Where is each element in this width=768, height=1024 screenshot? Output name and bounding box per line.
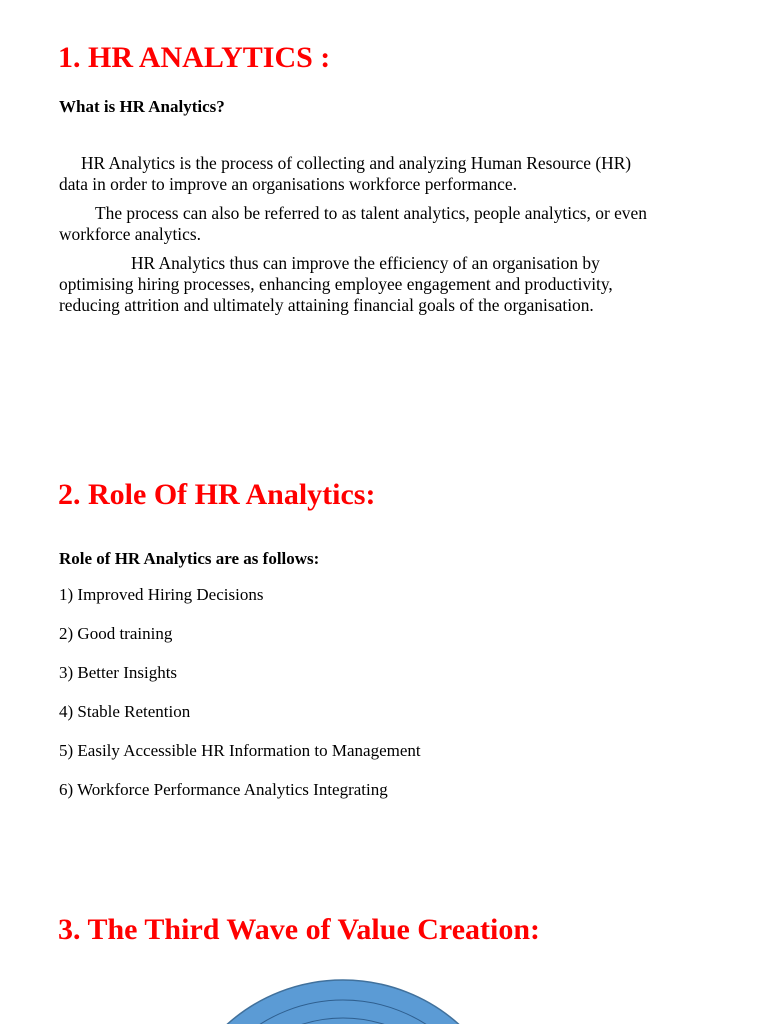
paragraph-text: HR Analytics thus can improve the efficiency of an organisation by bbox=[131, 253, 600, 273]
paragraph-text: The process can also be referred to as talent analytics, people analytics, or even bbox=[95, 203, 647, 223]
paragraph-line: data in order to improve an organisations workforce performance. bbox=[59, 174, 517, 194]
section1-paragraph-1 bbox=[59, 153, 759, 195]
list-item: 5) Easily Accessible HR Information to Management bbox=[59, 741, 421, 760]
list-item: 2) Good training bbox=[59, 624, 173, 643]
paragraph-line: optimising hiring processes, enhancing employee engagement and productivity, bbox=[59, 274, 613, 294]
paragraph-line bbox=[59, 253, 759, 274]
paragraph-line: reducing attrition and ultimately attaining financial goals of the organisation. bbox=[59, 295, 594, 315]
section3-heading: 3. The Third Wave of Value Creation: bbox=[58, 913, 541, 946]
list-item: 3) Better Insights bbox=[59, 663, 178, 682]
paragraph-line bbox=[59, 153, 759, 174]
section1-question: What is HR Analytics? bbox=[59, 97, 225, 116]
paragraph-line bbox=[59, 203, 759, 224]
section2-heading: 2. Role Of HR Analytics: bbox=[58, 478, 376, 511]
paragraph-line: workforce analytics. bbox=[59, 224, 201, 244]
list-item: 1) Improved Hiring Decisions bbox=[59, 585, 264, 604]
section1-paragraph-3 bbox=[59, 253, 759, 316]
list-item: 4) Stable Retention bbox=[59, 702, 191, 721]
section2-intro: Role of HR Analytics are as follows: bbox=[59, 549, 320, 568]
section1-heading: 1. HR ANALYTICS : bbox=[58, 41, 331, 74]
paragraph-text: HR Analytics is the process of collecting and analyzing Human Resource (HR) bbox=[81, 153, 632, 173]
diagram-outer-circle bbox=[171, 980, 515, 1024]
list-item: 6) Workforce Performance Analytics Integrating bbox=[59, 780, 388, 799]
section1-paragraph-2 bbox=[59, 203, 759, 245]
value-creation-diagram bbox=[0, 960, 768, 1024]
